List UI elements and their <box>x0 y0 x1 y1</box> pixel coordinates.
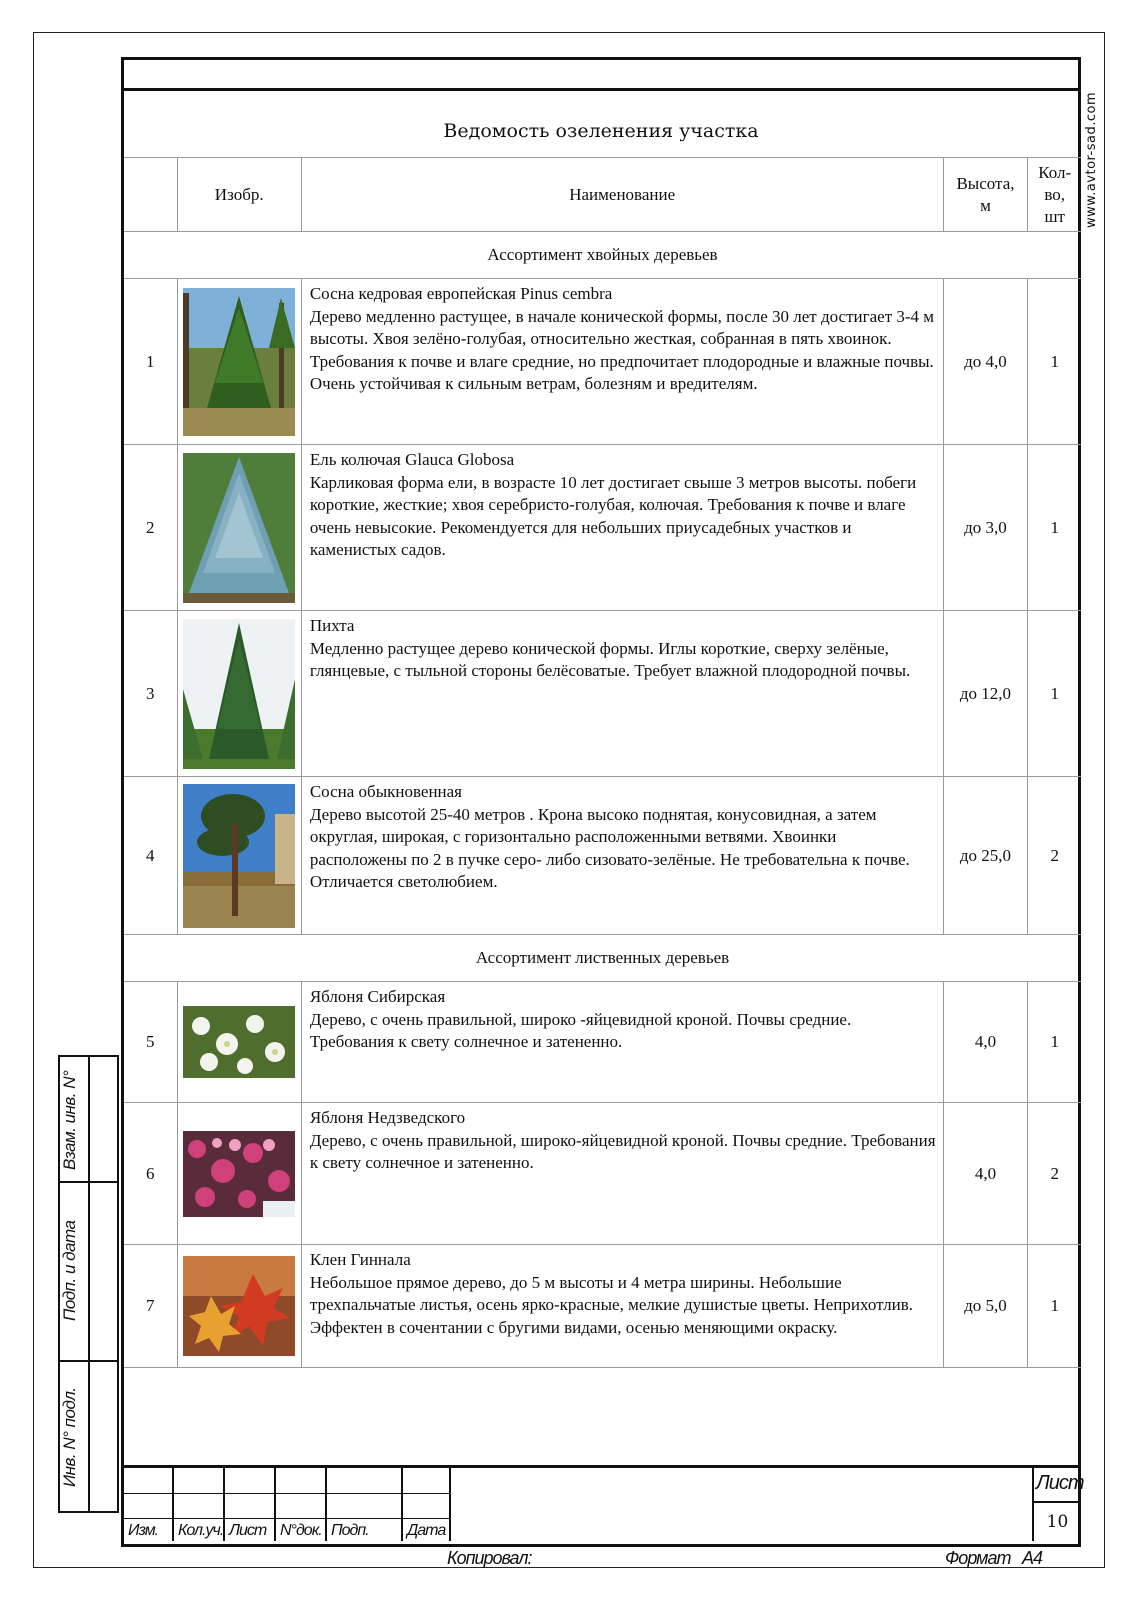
plant-row <box>124 279 1081 445</box>
plant-height: до 4,0 <box>943 279 1028 445</box>
side-stamp-sign-date: Подп. и дата <box>60 1220 79 1322</box>
plant-details: Медленно растущее дерево конической формы. Иглы короткие, сверху зелёные, глянцевые, с тыльной стороны белёсоватые. Требует влажной плодородной почвы. <box>309 638 911 680</box>
plant-height: до 5,0 <box>943 1245 1028 1368</box>
plant-name: Пихта <box>309 616 355 635</box>
header-height: Высота, м <box>943 158 1028 232</box>
plant-description <box>301 611 943 777</box>
plant-name: Сосна кедровая европейская Pinus cembra <box>309 284 613 303</box>
stamp-label: N°док. <box>280 1522 322 1539</box>
stamp-label: Подп. <box>331 1522 369 1539</box>
plant-description <box>301 279 943 445</box>
header-qty: Кол- во, шт <box>1028 158 1081 232</box>
plant-image <box>177 982 301 1103</box>
plant-image <box>177 777 301 935</box>
plant-quantity: 1 <box>1028 445 1081 611</box>
planting-schedule-table <box>124 157 1081 1368</box>
stamp-label: Дата <box>407 1522 446 1539</box>
plant-name: Ель колючая Glauca Globosa <box>309 450 515 469</box>
plant-image <box>177 1245 301 1368</box>
plant-name: Клен Гиннала <box>309 1250 411 1269</box>
plant-row <box>124 777 1081 935</box>
plant-description <box>301 777 943 935</box>
row-number: 6 <box>124 1103 177 1245</box>
plant-height: 4,0 <box>943 1103 1028 1245</box>
plant-description <box>301 1245 943 1368</box>
section-heading-row <box>124 935 1081 982</box>
header-name: Наименование <box>301 158 943 232</box>
plant-image <box>177 279 301 445</box>
row-number: 3 <box>124 611 177 777</box>
row-number: 4 <box>124 777 177 935</box>
stamp-label: Лист <box>229 1522 267 1539</box>
section-title: Ассортимент хвойных деревьев <box>124 232 1081 279</box>
plant-name: Яблоня Недзведского <box>309 1108 466 1127</box>
sheet-label: Лист <box>1036 1472 1084 1494</box>
plant-image <box>177 445 301 611</box>
row-number: 2 <box>124 445 177 611</box>
format-value: А4 <box>1022 1548 1043 1568</box>
plant-height: 4,0 <box>943 982 1028 1103</box>
plant-row <box>124 445 1081 611</box>
plant-image <box>177 611 301 777</box>
row-number: 1 <box>124 279 177 445</box>
row-number: 7 <box>124 1245 177 1368</box>
plant-row <box>124 1103 1081 1245</box>
side-stamp-inventory: Инв. N° подл. <box>60 1387 79 1487</box>
plant-details: Небольшое прямое дерево, до 5 м высоты и 4 метра ширины. Небольшие трехпальчатые листья, осень ярко-красные, мелкие душистые цветы. Неприхотлив. Эффектен в сочентании с бругими видами, осенью меняющими окраску. <box>309 1272 913 1337</box>
plant-row <box>124 982 1081 1103</box>
stamp-label: Кол.уч. <box>178 1522 224 1539</box>
plant-details: Карликовая форма ели, в возрасте 10 лет достигает свыше 3 метров высоты. побеги короткие, жесткие; хвоя серебристо-голубая, колючая. Требования к почве и влаге очень невысокие. Рекомендуется для небольших приусадебных участков и каменистых садов. <box>309 472 917 559</box>
plant-image <box>177 1103 301 1245</box>
section-heading-row <box>124 232 1081 279</box>
plant-row <box>124 611 1081 777</box>
stamp-label: Изм. <box>128 1522 159 1539</box>
copied-label: Копировал: <box>447 1548 532 1568</box>
plant-quantity: 2 <box>1028 1103 1081 1245</box>
plant-height: до 12,0 <box>943 611 1028 777</box>
header-image: Изобр. <box>177 158 301 232</box>
side-stamp-replace: Взам. инв. N° <box>60 1070 79 1170</box>
plant-height: до 25,0 <box>943 777 1028 935</box>
plant-quantity: 1 <box>1028 1245 1081 1368</box>
plant-name: Яблоня Сибирская <box>309 987 446 1006</box>
format-label: Формат <box>945 1548 1011 1568</box>
plant-details: Дерево высотой 25-40 метров . Крона высоко поднятая, конусовидная, а затем округлая, широкая, с горизонтально расположенными ветвями. Хвоинки расположены по 2 в пучке серо- либо сизовато-зелёные. Не требовательна к почве. Отличается светолюбием. <box>309 804 910 891</box>
sheet-box <box>1032 1468 1084 1541</box>
title-block <box>124 1465 1084 1544</box>
row-number: 5 <box>124 982 177 1103</box>
page-title: Ведомость озеленения участка <box>443 120 759 142</box>
plant-row <box>124 1245 1081 1368</box>
side-stamp <box>58 1055 119 1513</box>
website-label: www.avtor-sad.com <box>1084 91 1099 229</box>
plant-description <box>301 445 943 611</box>
table-header <box>124 158 1081 232</box>
plant-quantity: 1 <box>1028 982 1081 1103</box>
plant-details: Дерево медленно растущее, в начале конической формы, после 30 лет достигает 3-4 м высоты. Хвоя зелёно-голубая, относительно жесткая, собранная в пять хвоинок. Требования к почве и влаге средние, но предпочитает плодородные и влажные почвы. Очень устойчивая к сильным ветрам, болезням и вредителям. <box>309 306 935 393</box>
plant-details: Дерево, с очень правильной, широко-яйцевидной кроной. Почвы средние. Требования к свету солнечное и затененно. <box>309 1130 936 1172</box>
plant-height: до 3,0 <box>943 445 1028 611</box>
section-title: Ассортимент лиственных деревьев <box>124 935 1081 982</box>
plant-quantity: 1 <box>1028 611 1081 777</box>
plant-quantity: 2 <box>1028 777 1081 935</box>
plant-description <box>301 1103 943 1245</box>
plant-name: Сосна обыкновенная <box>309 782 463 801</box>
plant-description <box>301 982 943 1103</box>
plant-details: Дерево, с очень правильной, широко -яйцевидной кроной. Почвы средние. Требования к свету солнечное и затененно. <box>309 1009 852 1051</box>
sheet-number: 10 <box>1046 1512 1069 1532</box>
drawing-frame <box>121 57 1084 1547</box>
plant-quantity: 1 <box>1028 279 1081 445</box>
